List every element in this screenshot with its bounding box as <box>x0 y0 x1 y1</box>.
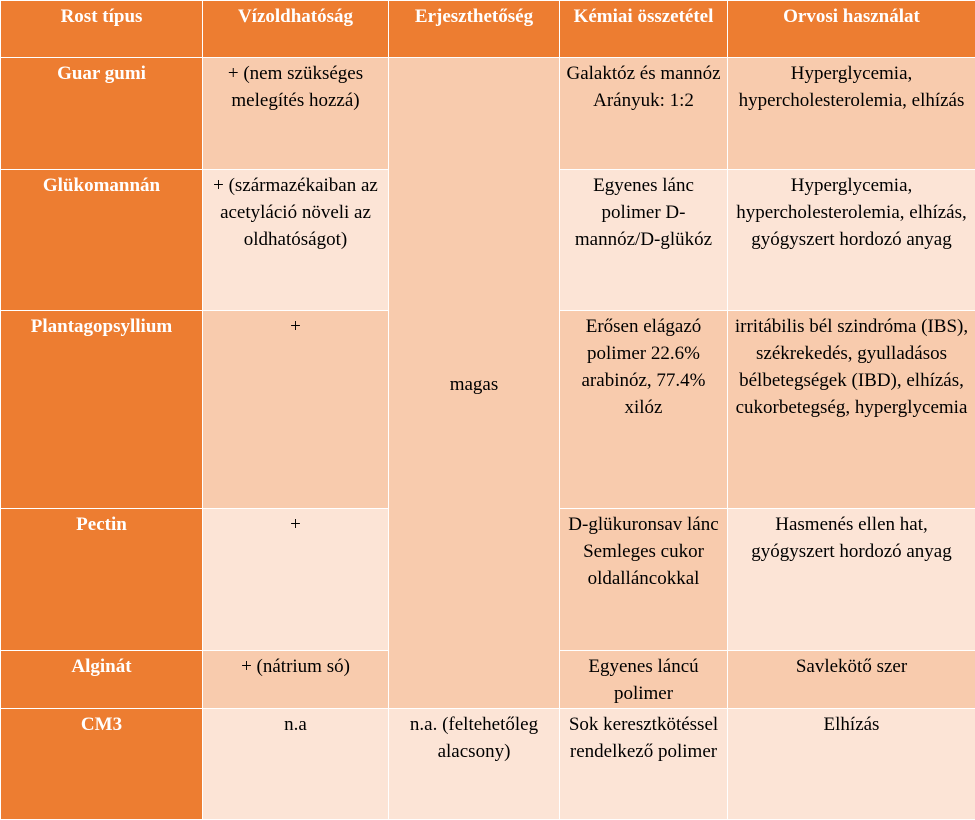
medical-use-cell: Elhízás <box>728 709 975 820</box>
solubility-cell: n.a <box>203 709 389 820</box>
solubility-cell: + (nátrium só) <box>203 651 389 709</box>
solubility-cell: + <box>203 311 389 509</box>
header-medical-use: Orvosi használat <box>728 1 975 58</box>
fiber-name: CM3 <box>1 709 203 820</box>
composition-cell: Sok keresztkötéssel rendelkező polimer <box>560 709 728 820</box>
solubility-cell: + <box>203 509 389 651</box>
fiber-name: Pectin <box>1 509 203 651</box>
table-row <box>1 709 975 820</box>
fiber-name: Guar gumi <box>1 58 203 170</box>
composition-cell: Egyenes lánc polimer D-mannóz/D-glükóz <box>560 170 728 311</box>
composition-cell: Galaktóz és mannóz Arányuk: 1:2 <box>560 58 728 170</box>
fermentability-cell: n.a. (feltehetőleg alacsony) <box>389 709 560 820</box>
header-fiber-type: Rost típus <box>1 1 203 58</box>
fiber-name: Plantagopsyllium <box>1 311 203 509</box>
fiber-name: Alginát <box>1 651 203 709</box>
composition-cell: D-glükuronsav lánc Semleges cukor oldalláncokkal <box>560 509 728 651</box>
fiber-name: Glükomannán <box>1 170 203 311</box>
medical-use-cell: Hyperglycemia, hypercholesterolemia, elhízás, gyógyszert hordozó anyag <box>728 170 975 311</box>
solubility-cell: + (származékaiban az acetyláció növeli az oldhatóságot) <box>203 170 389 311</box>
medical-use-cell: Savlekötő szer <box>728 651 975 709</box>
table-row <box>1 58 975 170</box>
medical-use-cell: Hyperglycemia, hypercholesterolemia, elhízás <box>728 58 975 170</box>
fermentability-merged-cell: magas <box>389 58 560 709</box>
medical-use-cell: irritábilis bél szindróma (IBS), székrekedés, gyulladásos bélbetegségek (IBD), elhízás, cukorbetegség, hyperglycemia <box>728 311 975 509</box>
header-composition: Kémiai összetétel <box>560 1 728 58</box>
composition-cell: Egyenes láncú polimer <box>560 651 728 709</box>
header-solubility: Vízoldhatóság <box>203 1 389 58</box>
composition-cell: Erősen elágazó polimer 22.6% arabinóz, 77.4% xilóz <box>560 311 728 509</box>
header-fermentability: Erjeszthetőség <box>389 1 560 58</box>
medical-use-cell: Hasmenés ellen hat, gyógyszert hordozó anyag <box>728 509 975 651</box>
solubility-cell: + (nem szükséges melegítés hozzá) <box>203 58 389 170</box>
header-row <box>1 1 975 58</box>
